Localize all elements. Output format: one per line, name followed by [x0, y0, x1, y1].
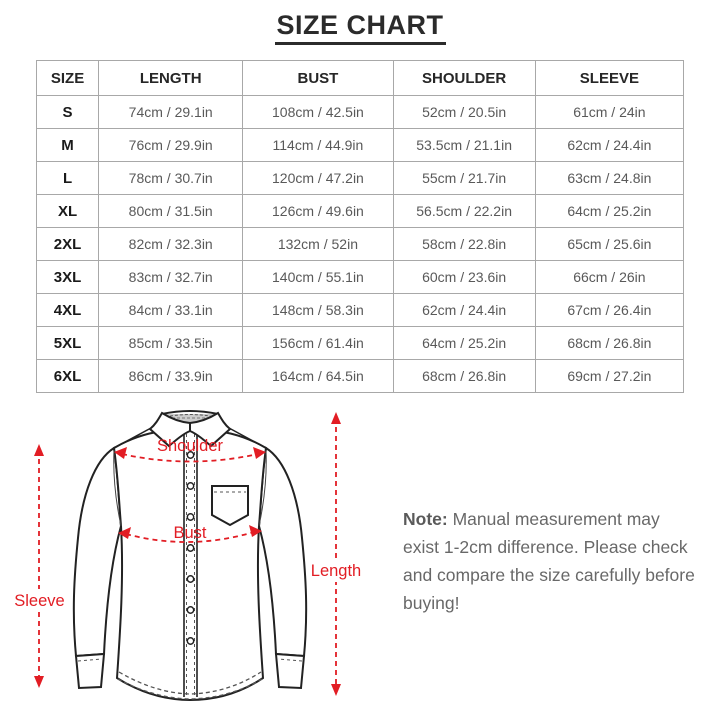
- table-row: [37, 294, 684, 327]
- size-cell: L: [37, 162, 99, 195]
- header-size: SIZE: [37, 61, 99, 96]
- table-row: [37, 228, 684, 261]
- button: [187, 483, 193, 489]
- table-row: [37, 162, 684, 195]
- shirt-measurement-diagram: [0, 398, 400, 720]
- size-cell: S: [37, 96, 99, 129]
- sleeve-cell: 64cm / 25.2in: [535, 195, 683, 228]
- length-cell: 80cm / 31.5in: [99, 195, 243, 228]
- table-row: [37, 129, 684, 162]
- length-cell: 78cm / 30.7in: [99, 162, 243, 195]
- bust-cell: 148cm / 58.3in: [243, 294, 393, 327]
- shoulder-cell: 68cm / 26.8in: [393, 360, 535, 393]
- shoulder-cell: 52cm / 20.5in: [393, 96, 535, 129]
- sleeve-cell: 65cm / 25.6in: [535, 228, 683, 261]
- table-row: [37, 327, 684, 360]
- button: [187, 545, 193, 551]
- length-label: Length: [310, 562, 362, 580]
- title-wrap: [0, 0, 720, 45]
- length-arrow: [308, 412, 365, 696]
- shoulder-cell: 58cm / 22.8in: [393, 228, 535, 261]
- bust-cell: 126cm / 49.6in: [243, 195, 393, 228]
- table-row: [37, 195, 684, 228]
- size-cell: 2XL: [37, 228, 99, 261]
- button: [187, 607, 193, 613]
- shoulder-cell: 53.5cm / 21.1in: [393, 129, 535, 162]
- button: [187, 576, 193, 582]
- button: [187, 514, 193, 520]
- length-cell: 82cm / 32.3in: [99, 228, 243, 261]
- sleeve-arrow: [12, 444, 67, 688]
- length-cell: 86cm / 33.9in: [99, 360, 243, 393]
- table-header-row: [37, 61, 684, 96]
- length-cell: 84cm / 33.1in: [99, 294, 243, 327]
- sleeve-cell: 68cm / 26.8in: [535, 327, 683, 360]
- bust-label: Bust: [173, 524, 207, 542]
- shoulder-cell: 64cm / 25.2in: [393, 327, 535, 360]
- bust-cell: 156cm / 61.4in: [243, 327, 393, 360]
- shoulder-cell: 55cm / 21.7in: [393, 162, 535, 195]
- collar-band: [162, 411, 218, 414]
- bust-cell: 164cm / 64.5in: [243, 360, 393, 393]
- header-sleeve: SLEEVE: [535, 61, 683, 96]
- size-cell: 4XL: [37, 294, 99, 327]
- length-cell: 76cm / 29.9in: [99, 129, 243, 162]
- length-cell: 74cm / 29.1in: [99, 96, 243, 129]
- size-cell: M: [37, 129, 99, 162]
- size-cell: 5XL: [37, 327, 99, 360]
- shoulder-label: Shoulder: [156, 437, 224, 455]
- size-cell: XL: [37, 195, 99, 228]
- length-cell: 85cm / 33.5in: [99, 327, 243, 360]
- bust-cell: 108cm / 42.5in: [243, 96, 393, 129]
- bust-cell: 114cm / 44.9in: [243, 129, 393, 162]
- shoulder-cell: 62cm / 24.4in: [393, 294, 535, 327]
- shirt-body: [114, 429, 266, 700]
- bust-cell: 140cm / 55.1in: [243, 261, 393, 294]
- shoulder-cell: 60cm / 23.6in: [393, 261, 535, 294]
- shoulder-cell: 56.5cm / 22.2in: [393, 195, 535, 228]
- shirt-left-cuff: [76, 654, 104, 688]
- size-table: [36, 60, 684, 393]
- table-row: [37, 360, 684, 393]
- sleeve-cell: 69cm / 27.2in: [535, 360, 683, 393]
- page-title: SIZE CHART: [275, 10, 446, 45]
- table-row: [37, 261, 684, 294]
- header-shoulder: SHOULDER: [393, 61, 535, 96]
- size-cell: 6XL: [37, 360, 99, 393]
- measurement-note: [403, 505, 695, 617]
- length-cell: 83cm / 32.7in: [99, 261, 243, 294]
- sleeve-cell: 67cm / 26.4in: [535, 294, 683, 327]
- table-row: [37, 96, 684, 129]
- sleeve-cell: 61cm / 24in: [535, 96, 683, 129]
- note-text: Manual measurement may exist 1-2cm difference. Please check and compare the size carefully before buying!: [403, 509, 695, 613]
- sleeve-cell: 63cm / 24.8in: [535, 162, 683, 195]
- bust-cell: 132cm / 52in: [243, 228, 393, 261]
- sleeve-label: Sleeve: [14, 592, 65, 610]
- sleeve-cell: 66cm / 26in: [535, 261, 683, 294]
- note-label: Note:: [403, 509, 448, 529]
- size-cell: 3XL: [37, 261, 99, 294]
- button: [187, 638, 193, 644]
- header-bust: BUST: [243, 61, 393, 96]
- header-length: LENGTH: [99, 61, 243, 96]
- sleeve-cell: 62cm / 24.4in: [535, 129, 683, 162]
- shirt-right-cuff: [276, 654, 304, 688]
- bust-cell: 120cm / 47.2in: [243, 162, 393, 195]
